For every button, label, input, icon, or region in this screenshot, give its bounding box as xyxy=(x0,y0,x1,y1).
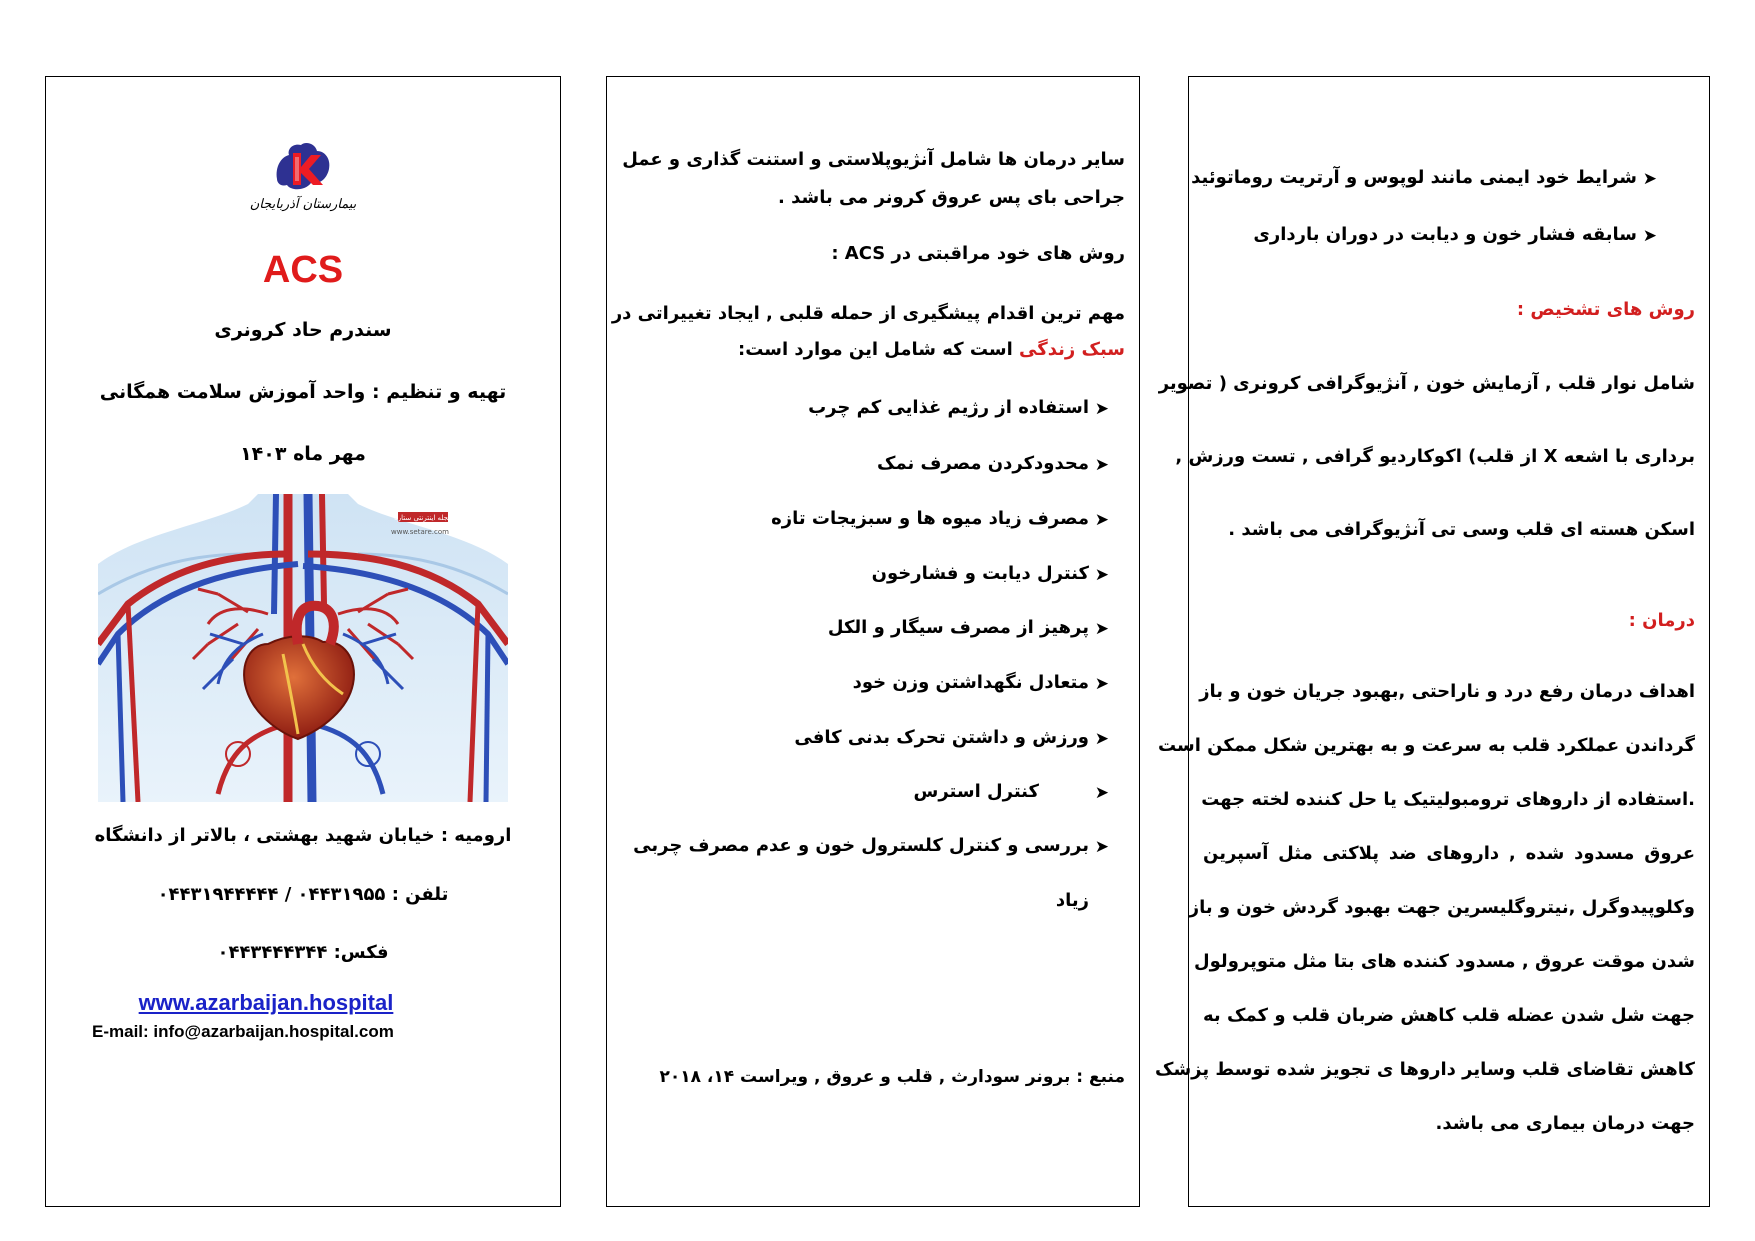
treatment-line: عروق مسدود شده , داروهای ضد پلاکتی مثل آسپرین xyxy=(1203,843,1695,864)
prepared-by: تهیه و تنظیم : واحد آموزش سلامت همگانی xyxy=(99,381,507,403)
logo-text: بیمارستان آذربایجان xyxy=(249,197,357,212)
check-arrow-icon: ➤ xyxy=(1094,783,1109,803)
treatment-line: شدن موقت عروق , مسدود کننده های بتا مثل متوپرولول xyxy=(1194,951,1695,972)
publish-date: مهر ماه ۱۴۰۳ xyxy=(240,443,366,465)
subtitle: سندرم حاد کرونری xyxy=(214,319,392,341)
fax: فکس: ۰۴۴۳۴۴۴۳۴۴ xyxy=(217,942,389,963)
treatment-line: وکلوپیدوگرل ,نیتروگلیسرین جهت بهبود گردش خون و باز xyxy=(1188,897,1695,918)
intro-line-1: سایر درمان ها شامل آنژیوپلاستی و استنت گذاری و عمل xyxy=(622,149,1125,170)
treatment-heading: درمان : xyxy=(1628,610,1695,631)
list-item: سابقه فشار خون و دیابت در دوران بارداری xyxy=(1253,224,1637,245)
prevention-line-1: مهم ترین اقدام پیشگیری از حمله قلبی , ایجاد تغییراتی در xyxy=(611,303,1125,324)
list-item: محدودکردن مصرف نمک xyxy=(877,453,1089,474)
check-arrow-icon: ➤ xyxy=(1642,169,1657,189)
email: E-mail: info@azarbaijan.hospital.com xyxy=(92,1022,394,1041)
diagnosis-line: برداری با اشعه X از قلب) اکوکاردیو گرافی , تست ورزش , xyxy=(1175,446,1695,467)
diagnosis-line: اسکن هسته ای قلب وسی تی آنژیوگرافی می باشد . xyxy=(1228,519,1695,540)
list-item: کنترل دیابت و فشارخون xyxy=(871,563,1089,584)
diagnosis-line: شامل نوار قلب , آزمایش خون , آنژیوگرافی کرونری ( تصویر xyxy=(1158,373,1695,394)
check-arrow-icon: ➤ xyxy=(1094,455,1109,475)
list-item-continuation: زیاد xyxy=(1055,890,1089,911)
treatment-line: گرداندن عملکرد قلب به سرعت و به بهترین شکل ممکن است xyxy=(1157,735,1695,756)
check-arrow-icon: ➤ xyxy=(1094,565,1109,585)
list-item: ورزش و داشتن تحرک بدنی کافی xyxy=(794,727,1089,748)
check-arrow-icon: ➤ xyxy=(1094,510,1109,530)
check-arrow-icon: ➤ xyxy=(1094,837,1109,857)
list-item: مصرف زیاد میوه ها و سبزیجات تازه xyxy=(771,508,1089,529)
right-panel xyxy=(1155,76,1710,1207)
list-item: کنترل استرس xyxy=(913,781,1039,802)
list-item: شرایط خود ایمنی مانند لوپوس و آرتریت روماتوئید xyxy=(1191,167,1637,188)
prevention-line-2-rest: است که شامل این موارد است: xyxy=(738,339,1020,360)
treatment-line: اهداف درمان رفع درد و ناراحتی ,بهبود جریان خون و باز xyxy=(1199,681,1695,702)
circulatory-system-illustration xyxy=(98,494,508,802)
treatment-line: .استفاده از داروهای ترومبولیتیک یا حل کننده لخته جهت xyxy=(1201,789,1695,810)
address: ارومیه : خیابان شهید بهشتی ، بالاتر از دانشگاه xyxy=(94,825,512,846)
check-arrow-icon: ➤ xyxy=(1094,729,1109,749)
prevention-line-2 xyxy=(738,339,1125,360)
cover-panel xyxy=(45,76,561,1207)
heart-anatomy-icon xyxy=(98,494,508,802)
website-link[interactable]: www.azarbaijan.hospital xyxy=(138,990,394,1015)
check-arrow-icon: ➤ xyxy=(1642,226,1657,246)
image-watermark-2: www.setare.com xyxy=(391,528,449,536)
self-care-heading: روش های خود مراقبتی در ACS : xyxy=(831,243,1125,264)
source-citation: منبع : برونر سودارث , قلب و عروق , ویراست ۱۴، ۲۰۱۸ xyxy=(659,1067,1125,1087)
check-arrow-icon: ➤ xyxy=(1094,619,1109,639)
image-watermark-1: مجله اینترنتی ستاره xyxy=(394,514,452,522)
treatment-line: جهت شل شدن عضله قلب کاهش ضربان قلب و کمک به xyxy=(1203,1005,1695,1026)
phone: تلفن : ۰۴۴۳۱۹۵۵ / ۰۴۴۳۱۹۴۴۴۴۴ xyxy=(157,884,449,905)
hospital-logo xyxy=(46,139,560,235)
middle-panel xyxy=(606,76,1140,1207)
list-item: متعادل نگهداشتن وزن خود xyxy=(852,672,1089,693)
list-item: بررسی و کنترل کلسترول خون و عدم مصرف چربی xyxy=(633,835,1089,856)
diagnosis-heading: روش های تشخیص : xyxy=(1516,299,1695,320)
brochure-title: ACS xyxy=(262,249,344,291)
check-arrow-icon: ➤ xyxy=(1094,674,1109,694)
intro-line-2: جراحی بای پس عروق کرونر می باشد . xyxy=(777,187,1125,208)
treatment-line: کاهش تقاضای قلب وسایر داروها ی تجویز شده توسط پزشک xyxy=(1155,1059,1695,1080)
treatment-line: جهت درمان بیماری می باشد. xyxy=(1435,1113,1695,1134)
hospital-logo-icon xyxy=(271,139,335,195)
check-arrow-icon: ➤ xyxy=(1094,399,1109,419)
list-item: استفاده از رژیم غذایی کم چرب xyxy=(808,397,1089,418)
list-item: پرهیز از مصرف سیگار و الکل xyxy=(827,617,1089,638)
lifestyle-highlight: سبک زندگی xyxy=(1019,339,1125,360)
